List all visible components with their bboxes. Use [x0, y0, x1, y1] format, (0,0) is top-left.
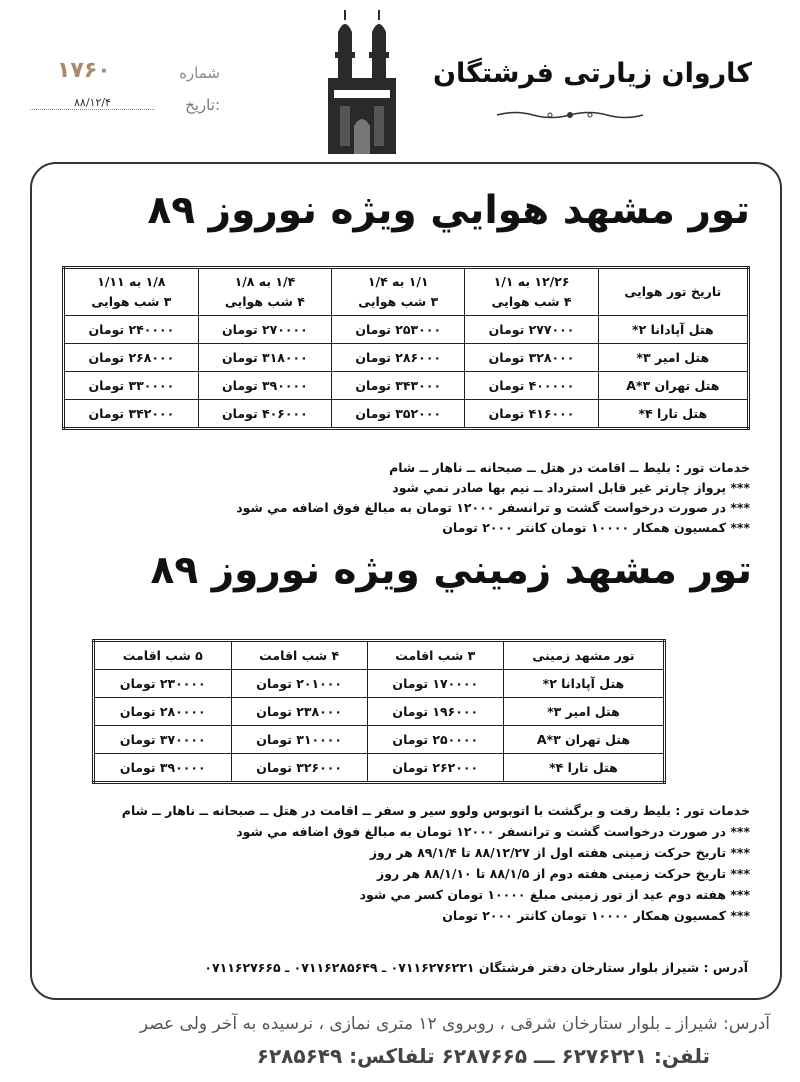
number-value: ۱۷۶۰ [57, 58, 111, 83]
price-cell: ۲۸۰۰۰۰ تومان [94, 698, 232, 726]
price-cell: ۳۹۰۰۰۰ تومان [198, 372, 331, 400]
price-cell: ۳۴۲۰۰۰ تومان [64, 400, 199, 429]
price-cell: ۳۷۰۰۰۰ تومان [94, 726, 232, 754]
air-tour-title: تور مشهد هوايي ويژه نوروز ۸۹ [147, 188, 750, 233]
header-cell: ۱/۱ به ۱/۴ ۳ شب هوایی [332, 268, 465, 316]
price-cell: ۴۱۶۰۰۰ تومان [465, 400, 598, 429]
header-cell: تور مشهد زمینی [503, 641, 664, 670]
table-row [64, 400, 749, 429]
company-name: کاروان زیارتی فرشتگان [432, 58, 752, 89]
price-cell: ۴۰۶۰۰۰ تومان [198, 400, 331, 429]
header-cell: ۵ شب اقامت [94, 641, 232, 670]
price-cell: ۳۳۰۰۰۰ تومان [64, 372, 199, 400]
hotel-cell: هتل تهران ۳*A [503, 726, 664, 754]
header-cell: ۳ شب اقامت [367, 641, 503, 670]
footer-address: آدرس: شیراز ـ بلوار ستارخان شرقی ، روبروی ۱۲ متری نمازی ، نرسیده به آخر ولی عصر [139, 1014, 770, 1034]
note-line: *** در صورت درخواست گشت و ترانسفر ۱۲۰۰۰ تومان به مبالغ فوق اضافه مي شود [236, 500, 750, 515]
header-cell: ۱/۸ به ۱/۱۱ ۳ شب هوایی [64, 268, 199, 316]
price-cell: ۴۰۰۰۰۰ تومان [465, 372, 598, 400]
price-cell: ۳۱۸۰۰۰ تومان [198, 344, 331, 372]
hotel-cell: هتل امیر ۳* [503, 698, 664, 726]
note-line: *** تاریخ حرکت زمینی هفته اول از ۸۸/۱۲/۲۷ تا ۸۹/۱/۴ هر روز [369, 845, 750, 860]
price-cell: ۲۳۸۰۰۰ تومان [231, 698, 367, 726]
table-row [94, 698, 665, 726]
hotel-cell: هتل آپادانا ۲* [503, 670, 664, 698]
price-cell: ۱۹۶۰۰۰ تومان [367, 698, 503, 726]
footer-phone: تلفن: ۶۲۷۶۲۲۱ ـــ ۶۲۸۷۶۶۵ تلفاکس: ۶۲۸۵۶۴۹ [256, 1044, 710, 1068]
date-label: تاریخ: [185, 96, 220, 114]
table-row [64, 316, 749, 344]
table-header-row [64, 268, 749, 316]
hotel-cell: هتل آپادانا ۲* [598, 316, 748, 344]
hotel-cell: هتل تارا ۴* [503, 754, 664, 783]
note-line: *** در صورت درخواست گشت و ترانسفر ۱۲۰۰۰ تومان به مبالغ فوق اضافه مي شود [236, 824, 750, 839]
hotel-cell: هتل تارا ۴* [598, 400, 748, 429]
note-line: *** هفته دوم عید از تور زمینی مبلغ ۱۰۰۰۰ تومان کسر مي شود [359, 887, 750, 902]
air-tour-price-table [62, 266, 750, 430]
land-tour-price-table [92, 639, 666, 784]
number-field [35, 58, 220, 88]
header-cell: ۴ شب اقامت [231, 641, 367, 670]
number-label: شماره [179, 64, 220, 82]
note-line: *** کمسیون همکار ۱۰۰۰۰ تومان کانتر ۲۰۰۰ تومان [442, 520, 750, 535]
price-cell: ۳۲۶۰۰۰ تومان [231, 754, 367, 783]
price-cell: ۲۸۶۰۰۰ تومان [332, 344, 465, 372]
table-row [94, 670, 665, 698]
price-cell: ۲۴۰۰۰۰ تومان [64, 316, 199, 344]
price-cell: ۲۶۲۰۰۰ تومان [367, 754, 503, 783]
header-cell: تاریخ تور هوایی [598, 268, 748, 316]
price-cell: ۳۵۲۰۰۰ تومان [332, 400, 465, 429]
price-cell: ۲۵۰۰۰۰ تومان [367, 726, 503, 754]
date-field [30, 96, 220, 120]
price-cell: ۲۷۰۰۰۰ تومان [198, 316, 331, 344]
price-cell: ۳۱۰۰۰۰ تومان [231, 726, 367, 754]
note-line: *** تاریخ حرکت زمینی هفته دوم از ۸۸/۱/۵ تا ۸۸/۱/۱۰ هر روز [377, 866, 750, 881]
note-line: خدمات تور : بلیط ــ اقامت در هتل ــ صبحانه ــ ناهار ــ شام [389, 460, 750, 475]
price-cell: ۲۶۸۰۰۰ تومان [64, 344, 199, 372]
table-header-row [94, 641, 665, 670]
shrine-minaret-logo [322, 8, 402, 156]
price-cell: ۲۷۷۰۰۰ تومان [465, 316, 598, 344]
note-line: *** پرواز چارتر غیر قابل استرداد ــ نیم بها صادر نمي شود [392, 480, 750, 495]
table-row [64, 372, 749, 400]
price-cell: ۳۲۸۰۰۰ تومان [465, 344, 598, 372]
hotel-cell: هتل امیر ۳* [598, 344, 748, 372]
header-cell: ۱۲/۲۶ به ۱/۱ ۴ شب هوایی [465, 268, 598, 316]
land-tour-title: تور مشهد زميني ويژه نوروز ۸۹ [150, 548, 752, 593]
price-cell: ۱۷۰۰۰۰ تومان [367, 670, 503, 698]
note-line: خدمات تور : بلیط رفت و برگشت با اتوبوس ولوو سیر و سفر ــ اقامت در هتل ــ صبحانه ــ ناهار ــ شام [121, 803, 750, 818]
office-address: آدرس : شیراز بلوار ستارخان دفتر فرشتگان ۰۷۱۱۶۲۷۶۲۲۱ ـ ۰۷۱۱۶۲۸۵۶۴۹ ـ ۰۷۱۱۶۲۷۶۶۵ [204, 960, 748, 975]
date-value: ۸۸/۱۲/۴ [30, 96, 155, 110]
price-cell: ۲۵۳۰۰۰ تومان [332, 316, 465, 344]
price-cell: ۳۴۳۰۰۰ تومان [332, 372, 465, 400]
price-cell: ۳۹۰۰۰۰ تومان [94, 754, 232, 783]
price-cell: ۲۰۱۰۰۰ تومان [231, 670, 367, 698]
table-row [94, 754, 665, 783]
land-tour-notes [122, 800, 750, 926]
table-row [64, 344, 749, 372]
air-tour-notes [236, 458, 750, 538]
header-cell: ۱/۴ به ۱/۸ ۴ شب هوایی [198, 268, 331, 316]
note-line: *** کمسیون همکار ۱۰۰۰۰ تومان کانتر ۲۰۰۰ تومان [442, 908, 750, 923]
table-row [94, 726, 665, 754]
price-cell: ۲۳۰۰۰۰ تومان [94, 670, 232, 698]
hotel-cell: هتل تهران ۳*A [598, 372, 748, 400]
ornament-divider [495, 108, 645, 122]
